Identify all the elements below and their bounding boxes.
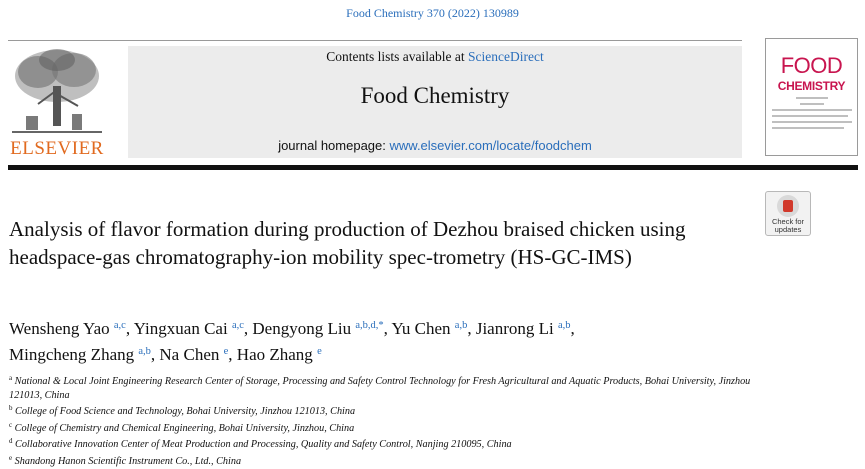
author-entry [252,319,391,338]
author-list [9,314,769,366]
masthead-rule [8,165,858,170]
affiliation-item [9,452,769,469]
affiliation-label: c [9,420,13,429]
journal-name: Food Chemistry [360,83,510,108]
homepage-link[interactable]: www.elsevier.com/locate/foodchem [389,138,592,153]
author-entry [159,345,236,364]
journal-cover[interactable] [765,38,858,156]
affiliation-label: a [9,374,13,382]
homepage-line [128,138,742,153]
affiliation-text: College of Food Science and Technology, Bohai University, Jinzhou 121013, China [12,406,356,418]
author-name[interactable]: Na Chen [159,345,220,364]
affiliation-item [9,402,769,419]
journal-banner [128,46,742,158]
article-title: Analysis of flavor formation during production of Dezhou braised chicken using headspace-gas chromatography-ion mobility spec-trometry (HS-GC-IMS) [9,217,686,269]
affiliation-marker[interactable]: a,b [454,320,468,331]
author-name[interactable]: Hao Zhang [236,345,313,364]
affiliation-marker[interactable]: a,b [557,320,571,331]
affiliation-list [9,372,769,469]
author-name[interactable]: Mingcheng Zhang [9,345,135,364]
contents-line [128,49,742,65]
author-separator: , [243,319,253,338]
affiliation-item [9,372,769,402]
homepage-prefix: journal homepage: [278,138,390,153]
elsevier-logo[interactable] [8,46,106,158]
author-entry [237,345,322,364]
author-name[interactable]: Jianrong Li [475,319,554,338]
author-entry [9,345,159,364]
author-separator: , [467,319,476,338]
elsevier-wordmark: ELSEVIER [10,138,104,159]
affiliation-text: National & Local Joint Engineering Research Center of Storage, Processing and Safety Control Technology for Fresh Agricultural and Aquatic Products, Bohai University, Jinzhou 121013, China [9,376,751,401]
author-name[interactable]: Dengyong Liu [252,319,352,338]
author-separator: , [125,319,134,338]
affiliation-marker[interactable]: a,b [138,346,151,357]
affiliation-label: d [9,437,13,446]
affiliation-marker[interactable]: e [223,346,229,357]
author-name[interactable]: Yu Chen [391,319,451,338]
author-name[interactable]: Wensheng Yao [9,319,110,338]
author-name[interactable]: Yingxuan Cai [133,319,228,338]
affiliation-item [9,419,769,436]
author-entry [392,319,476,338]
sciencedirect-link[interactable]: ScienceDirect [468,49,544,64]
check-for-updates-label: Check for updates [771,217,805,234]
cover-editorial-lines [772,97,852,133]
affiliation-marker[interactable]: a,c [231,320,244,331]
affiliation-marker[interactable]: a,b,d,* [355,320,384,331]
affiliation-marker[interactable]: e [317,346,322,357]
affiliation-marker[interactable]: a,c [113,320,126,331]
affiliation-label: b [9,404,13,413]
affiliation-text: College of Chemistry and Chemical Engineering, Bohai University, Jinzhou, China [12,422,355,434]
affiliation-item [9,435,769,452]
cover-title-chemistry: CHEMISTRY [777,79,846,93]
contents-prefix: Contents lists available at [326,49,468,64]
author-separator: , [228,345,237,364]
bookmark-icon [777,195,799,217]
author-entry [9,319,134,338]
affiliation-label: e [9,453,13,462]
affiliation-text: Collaborative Innovation Center of Meat Production and Processing, Quality and Safety Control, Nanjing 210095, China [12,439,512,451]
author-entry [134,319,253,338]
affiliation-text: Shandong Hanon Scientific Instrument Co., Ltd., China [12,455,242,467]
elsevier-tree-icon [8,46,106,136]
author-separator: , [383,319,392,338]
author-entry [476,319,575,338]
journal-citation[interactable]: Food Chemistry 370 (2022) 130989 [346,6,519,20]
header-divider [8,40,742,41]
cover-title-food: FOOD [780,53,843,78]
author-separator: , [570,319,575,338]
check-for-updates-button[interactable] [765,191,811,236]
author-separator: , [150,345,160,364]
